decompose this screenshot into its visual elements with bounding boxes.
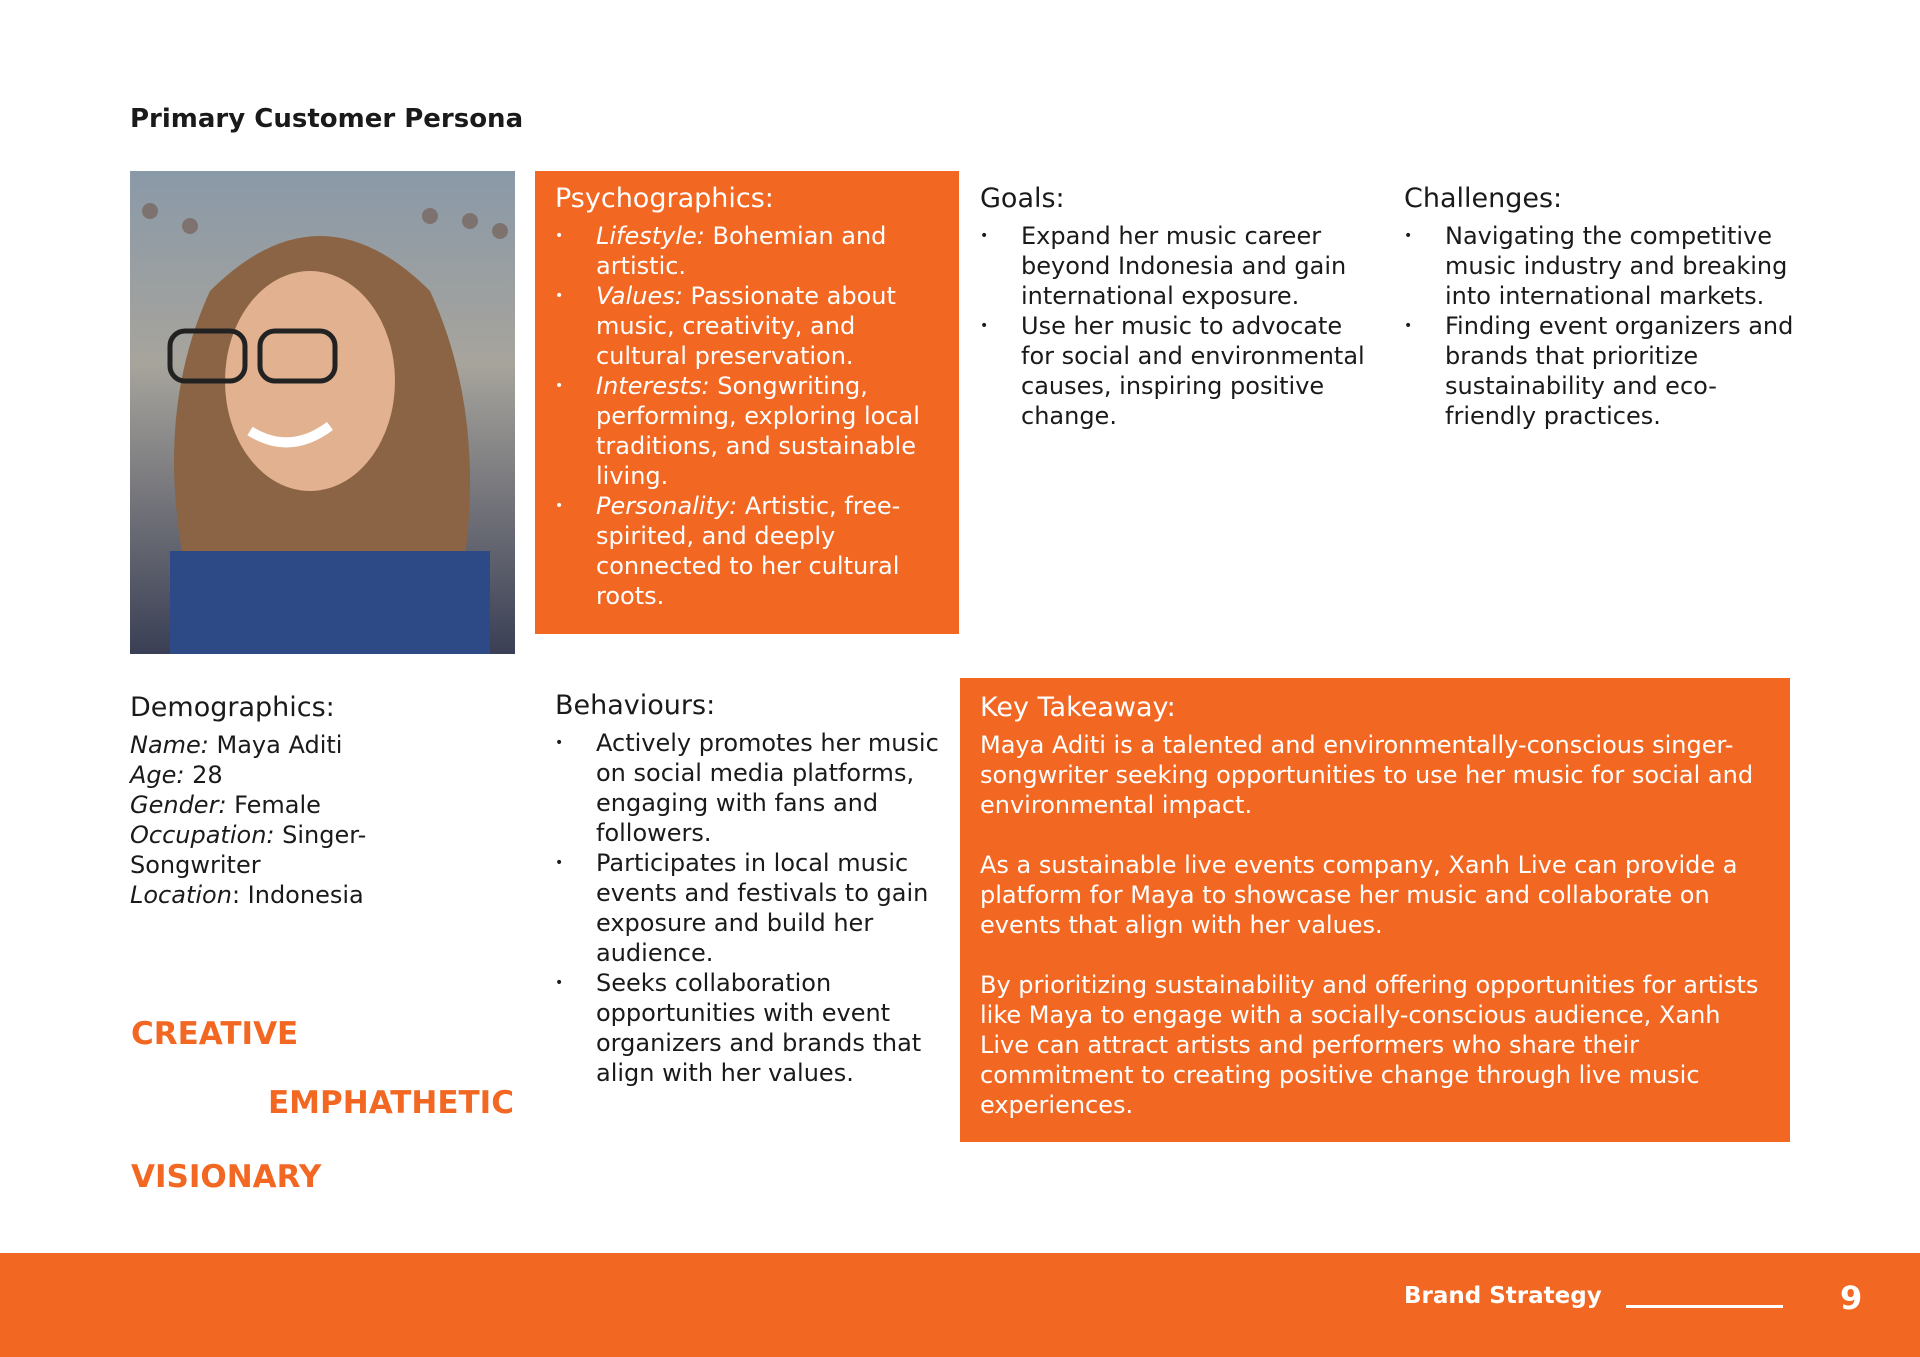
page-number: 9 bbox=[1840, 1279, 1863, 1317]
footer-label: Brand Strategy bbox=[1404, 1283, 1602, 1309]
takeaway-paragraph: By prioritizing sustainability and offering opportunities for artists like Maya to engage with a socially-conscious audience, Xanh Live can attract artists and performers who share their commitment to creating positive change through live music experiences. bbox=[980, 971, 1759, 1119]
demographic-row bbox=[130, 880, 520, 910]
list-item: • Participates in local music events and festivals to gain exposure and build her audience. bbox=[555, 848, 955, 968]
item-label: Personality: bbox=[596, 492, 738, 520]
row-label: Gender: bbox=[130, 791, 227, 819]
row-label: Name: bbox=[130, 731, 209, 759]
demographic-row bbox=[130, 820, 390, 880]
demographic-row bbox=[130, 760, 520, 790]
list-item bbox=[555, 281, 939, 371]
goals-section bbox=[980, 181, 1380, 431]
persona-photo bbox=[130, 171, 515, 654]
item-label: Interests: bbox=[596, 372, 710, 400]
list-item: • Finding event organizers and brands that prioritize sustainability and eco-friendly practices. bbox=[1404, 311, 1804, 431]
row-value: Singer-Songwriter bbox=[130, 821, 367, 879]
list-item bbox=[555, 221, 939, 281]
row-label: Age: bbox=[130, 761, 185, 789]
item-text: Passionate about music, creativity, and cultural preservation. bbox=[596, 282, 896, 370]
item-label: Lifestyle: bbox=[596, 222, 705, 250]
list-item bbox=[555, 371, 939, 491]
row-value: : Indonesia bbox=[231, 881, 364, 909]
behaviours-section bbox=[555, 688, 955, 1088]
demographics-heading: Demographics: bbox=[130, 692, 335, 723]
takeaway-paragraph: Maya Aditi is a talented and environmentally-conscious singer-songwriter seeking opportunities to use her music for social and environmental impact. bbox=[980, 731, 1754, 819]
row-label: Occupation: bbox=[130, 821, 275, 849]
footer-bar bbox=[0, 1253, 1920, 1357]
challenges-heading: Challenges: bbox=[1404, 183, 1563, 214]
key-takeaway-heading: Key Takeaway: bbox=[980, 692, 1176, 723]
psychographics-card bbox=[535, 171, 959, 634]
trait-empathetic: EMPHATHETIC bbox=[268, 1085, 514, 1121]
item-text: Bohemian and artistic. bbox=[596, 222, 887, 280]
demographic-row bbox=[130, 730, 520, 760]
item-label: Values: bbox=[596, 282, 683, 310]
psychographics-heading: Psychographics: bbox=[555, 183, 774, 214]
item-text: Artistic, free-spirited, and deeply connected to her cultural roots. bbox=[596, 492, 901, 610]
challenges-section bbox=[1404, 181, 1804, 431]
row-value: Female bbox=[226, 791, 321, 819]
list-item: • Actively promotes her music on social media platforms, engaging with fans and followers. bbox=[555, 728, 955, 848]
goals-heading: Goals: bbox=[980, 183, 1065, 214]
takeaway-paragraph: As a sustainable live events company, Xanh Live can provide a platform for Maya to showcase her music and collaborate on events that align with her values. bbox=[980, 851, 1738, 939]
item-text: Songwriting, performing, exploring local traditions, and sustainable living. bbox=[596, 372, 920, 490]
list-item bbox=[555, 491, 939, 611]
row-value: 28 bbox=[184, 761, 223, 789]
row-value: Maya Aditi bbox=[208, 731, 343, 759]
row-label: Location bbox=[130, 881, 232, 909]
demographic-row bbox=[130, 790, 520, 820]
list-item: • Navigating the competitive music industry and breaking into international markets. bbox=[1404, 221, 1804, 311]
trait-visionary: VISIONARY bbox=[131, 1159, 322, 1195]
list-item: • Seeks collaboration opportunities with event organizers and brands that align with her values. bbox=[555, 968, 955, 1088]
footer-divider bbox=[1626, 1305, 1783, 1308]
behaviours-heading: Behaviours: bbox=[555, 690, 716, 721]
demographics-section bbox=[130, 690, 520, 910]
list-item: • Expand her music career beyond Indonesia and gain international exposure. bbox=[980, 221, 1380, 311]
key-takeaway-card bbox=[960, 678, 1790, 1142]
page-title: Primary Customer Persona bbox=[130, 104, 524, 134]
list-item: • Use her music to advocate for social and environmental causes, inspiring positive change. bbox=[980, 311, 1380, 431]
trait-creative: CREATIVE bbox=[131, 1016, 299, 1052]
